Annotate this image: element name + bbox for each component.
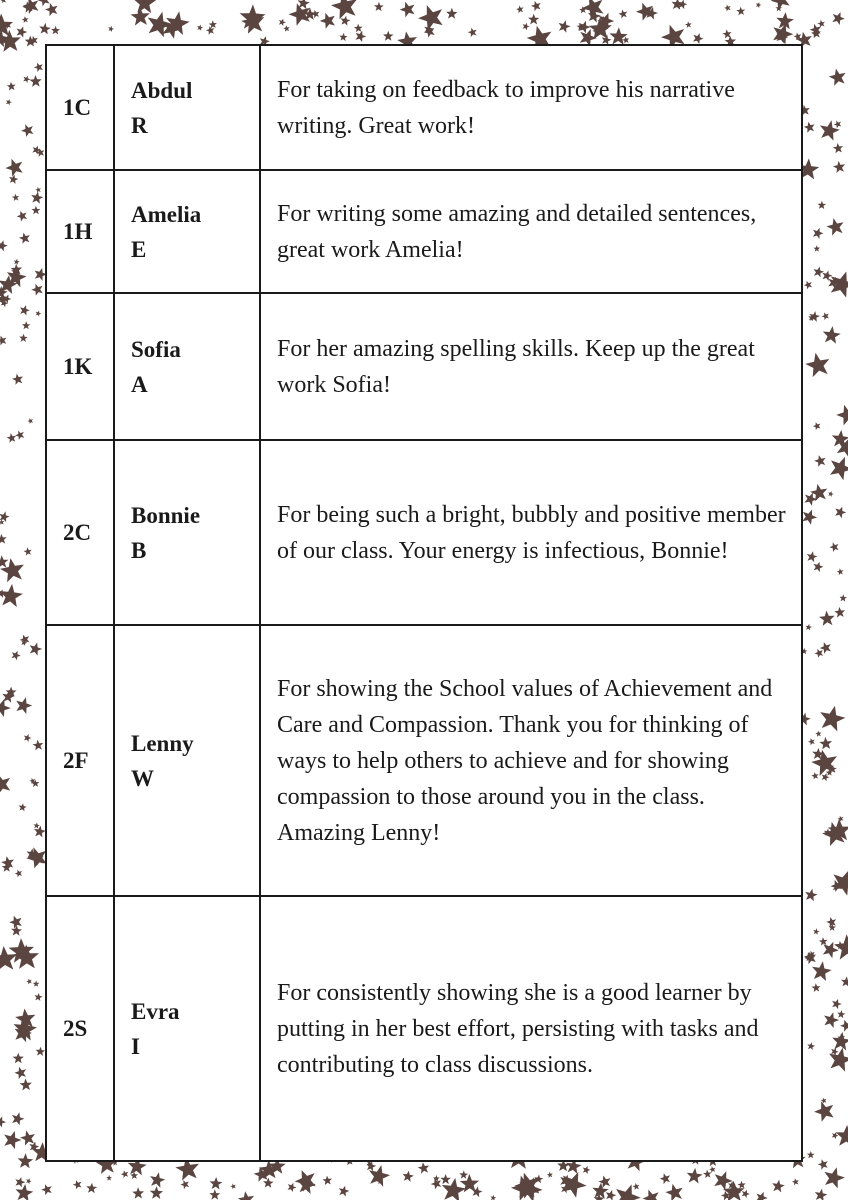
student-name-cell (114, 170, 260, 293)
star-icon (737, 1181, 745, 1189)
star-icon (5, 159, 22, 177)
star-icon (812, 961, 832, 981)
star-icon (606, 1190, 617, 1200)
star-icon (822, 312, 830, 320)
star-icon (665, 1184, 682, 1200)
star-icon (20, 1079, 32, 1091)
star-icon (468, 28, 477, 37)
star-icon (818, 1159, 828, 1170)
star-icon (7, 82, 16, 91)
star-icon (807, 1151, 815, 1158)
star-icon (829, 69, 846, 86)
star-icon (17, 26, 28, 37)
star-icon (0, 534, 7, 544)
star-icon (15, 870, 22, 878)
star-icon (709, 1166, 715, 1173)
star-icon (24, 734, 32, 742)
star-icon (515, 1173, 540, 1199)
star-icon (802, 510, 817, 525)
student-name-cell (114, 45, 260, 170)
star-icon (516, 6, 523, 14)
star-icon (41, 1184, 52, 1195)
star-icon (833, 161, 845, 173)
star-icon (792, 1178, 799, 1185)
star-icon (835, 507, 846, 519)
student-initial: A (131, 371, 148, 397)
star-icon (20, 305, 30, 315)
star-icon (812, 983, 821, 992)
star-icon (829, 1048, 848, 1072)
star-icon (703, 1170, 712, 1178)
student-name-cell (114, 896, 260, 1161)
star-icon (331, 0, 357, 19)
star-icon (28, 418, 34, 424)
star-icon (150, 1186, 163, 1199)
star-icon (0, 240, 8, 251)
star-icon (339, 33, 347, 41)
class-cell: 1H (46, 170, 114, 293)
star-icon (36, 1047, 46, 1056)
star-icon (826, 218, 843, 236)
star-icon (0, 555, 8, 568)
star-icon (320, 13, 335, 29)
star-icon (29, 75, 41, 87)
star-icon (38, 0, 50, 6)
table-row (46, 625, 802, 896)
star-icon (32, 206, 41, 214)
star-icon (685, 21, 692, 28)
student-name-cell (114, 625, 260, 896)
star-icon (824, 1167, 845, 1188)
star-icon (34, 63, 43, 72)
star-icon (17, 211, 27, 222)
star-icon (561, 1172, 586, 1198)
star-icon (15, 431, 24, 440)
star-icon (7, 433, 17, 443)
star-icon (418, 1162, 429, 1173)
star-icon (818, 201, 827, 209)
star-icon (22, 16, 29, 23)
student-initial: R (131, 112, 148, 138)
star-icon (26, 979, 32, 985)
star-icon (35, 187, 41, 193)
student-name-cell (114, 440, 260, 625)
star-icon (150, 1172, 165, 1187)
star-icon (687, 1168, 703, 1184)
star-icon (817, 20, 825, 28)
star-icon (722, 29, 731, 38)
class-cell: 1C (46, 45, 114, 170)
star-icon (815, 731, 821, 737)
star-icon (339, 1186, 350, 1197)
star-icon (814, 455, 825, 467)
star-icon (19, 334, 28, 342)
star-icon (0, 774, 10, 794)
star-icon (804, 952, 816, 964)
star-icon (22, 321, 30, 329)
star-icon (86, 1183, 97, 1194)
star-icon (230, 1184, 236, 1190)
star-icon (830, 457, 848, 480)
table-row (46, 45, 802, 170)
student-first-name: Sofia (131, 336, 181, 362)
star-icon (828, 491, 834, 497)
star-icon (736, 7, 745, 16)
star-icon (132, 1187, 144, 1199)
star-icon (832, 999, 842, 1009)
star-icon (814, 267, 825, 278)
star-icon (45, 3, 58, 16)
student-name-cell (114, 293, 260, 440)
class-cell: 2C (46, 440, 114, 625)
star-icon (9, 175, 18, 185)
table-row (46, 170, 802, 293)
table-row (46, 440, 802, 625)
star-icon (0, 1116, 6, 1127)
star-icon (288, 1183, 297, 1192)
star-icon (813, 562, 823, 572)
star-icon (16, 1184, 34, 1200)
star-icon (0, 699, 11, 717)
award-reason-cell: For showing the School values of Achievement and Care and Compassion. Thank you for thinking of ways to help others to achieve and for showing compassion to those around you in the class. Amazing Lenny! (260, 625, 802, 896)
star-icon (833, 143, 843, 153)
student-first-name: Amelia (131, 201, 202, 227)
star-icon (819, 937, 828, 946)
star-icon (807, 1042, 815, 1050)
class-cell: 2F (46, 625, 114, 896)
table-row (46, 896, 802, 1161)
star-icon (400, 2, 415, 18)
star-icon (804, 493, 817, 506)
star-icon (0, 0, 6, 3)
star-icon (808, 738, 815, 745)
star-icon (33, 740, 44, 751)
star-icon (34, 822, 40, 828)
star-icon (12, 1112, 25, 1125)
star-icon (811, 772, 818, 779)
star-icon (446, 8, 457, 19)
star-icon (806, 624, 813, 631)
star-icon (26, 847, 47, 868)
student-initial: E (131, 236, 147, 262)
star-icon (238, 1191, 254, 1200)
star-icon (826, 917, 836, 927)
star-icon (18, 1153, 34, 1168)
class-cell: 1K (46, 293, 114, 440)
star-icon (837, 1010, 845, 1018)
star-icon (16, 697, 32, 714)
student-first-name: Abdul (131, 77, 193, 103)
star-icon (491, 1195, 497, 1200)
star-icon (108, 26, 114, 32)
award-reason-cell: For writing some amazing and detailed sentences, great work Amelia! (260, 170, 802, 293)
star-icon (403, 1171, 414, 1182)
star-icon (440, 1174, 451, 1184)
star-icon (356, 31, 367, 42)
star-icon (813, 245, 820, 252)
star-icon (13, 1053, 24, 1064)
star-icon (15, 1067, 27, 1079)
star-icon (106, 1175, 112, 1181)
star-icon (804, 281, 812, 289)
star-icon (459, 1170, 468, 1178)
star-icon (383, 31, 394, 41)
star-icon (9, 916, 22, 929)
star-icon (354, 24, 363, 33)
student-initial: I (131, 1033, 140, 1059)
star-icon (724, 5, 731, 12)
star-icon (263, 1178, 274, 1188)
star-icon (820, 706, 845, 732)
star-icon (840, 594, 848, 601)
star-icon (559, 20, 571, 32)
star-icon (619, 10, 628, 19)
class-cell: 2S (46, 896, 114, 1161)
star-icon (15, 1177, 25, 1187)
star-icon (693, 33, 704, 44)
star-icon (279, 19, 286, 27)
star-icon (834, 607, 845, 618)
star-icon (841, 976, 848, 987)
star-icon (547, 1172, 553, 1178)
star-icon (31, 192, 43, 204)
star-icon (209, 1189, 220, 1199)
star-icon (283, 25, 290, 32)
student-initial: B (131, 537, 147, 563)
star-icon (12, 194, 19, 201)
star-icon (180, 1180, 189, 1189)
star-icon (418, 5, 443, 31)
star-icon (210, 1177, 223, 1190)
star-icon (834, 121, 842, 129)
student-initial: W (131, 765, 154, 791)
star-icon (836, 405, 848, 426)
star-icon (0, 336, 6, 346)
star-icon (819, 611, 835, 626)
star-icon (643, 1190, 660, 1200)
star-icon (341, 16, 351, 26)
table-row (46, 293, 802, 440)
star-icon (840, 1020, 848, 1032)
star-icon (583, 1166, 591, 1174)
star-icon (51, 26, 60, 35)
star-icon (832, 1032, 848, 1051)
star-icon (837, 568, 844, 575)
star-icon (805, 353, 829, 377)
star-icon (815, 649, 824, 658)
star-icon (12, 374, 23, 385)
star-icon (23, 76, 30, 83)
star-icon (592, 1183, 608, 1199)
student-first-name: Evra (131, 998, 180, 1024)
star-icon (31, 284, 43, 296)
star-icon (374, 2, 384, 11)
star-icon (772, 1180, 785, 1193)
awards-table (45, 44, 803, 1162)
star-icon (21, 124, 33, 137)
star-icon (206, 26, 215, 35)
star-icon (19, 803, 27, 811)
student-first-name: Lenny (131, 730, 194, 756)
star-icon (660, 1173, 670, 1184)
star-icon (24, 547, 32, 555)
star-icon (815, 1189, 828, 1200)
star-icon (26, 1178, 32, 1184)
star-icon (805, 889, 818, 902)
star-icon (14, 259, 20, 265)
star-icon (531, 1, 541, 11)
student-first-name: Bonnie (131, 502, 201, 528)
star-icon (134, 0, 157, 13)
star-icon (0, 30, 21, 52)
star-icon (823, 326, 841, 344)
star-icon (39, 23, 51, 35)
star-icon (813, 928, 819, 935)
star-icon (832, 12, 845, 25)
star-icon (433, 1175, 440, 1182)
star-icon (822, 271, 832, 281)
star-icon (814, 1101, 834, 1121)
star-icon (813, 228, 824, 239)
star-icon (19, 233, 30, 244)
star-icon (742, 1190, 750, 1198)
star-icon (34, 993, 42, 1001)
star-icon (4, 1131, 21, 1149)
star-icon (804, 122, 815, 133)
star-icon (148, 12, 173, 37)
star-icon (819, 737, 832, 750)
star-icon (756, 1192, 768, 1200)
star-icon (121, 1170, 129, 1178)
star-icon (30, 643, 43, 656)
star-icon (824, 1012, 839, 1028)
star-icon (0, 584, 23, 607)
star-icon (756, 2, 762, 8)
award-reason-cell: For consistently showing she is a good learner by putting in her best effort, persisting with tasks and contributing to class discussions. (260, 896, 802, 1161)
star-icon (20, 1130, 35, 1145)
star-icon (322, 1176, 332, 1185)
star-icon (36, 311, 42, 317)
star-icon (73, 1180, 82, 1189)
star-icon (12, 651, 21, 660)
star-icon (523, 23, 530, 31)
star-icon (11, 925, 22, 936)
star-icon (6, 99, 12, 105)
award-reason-cell: For her amazing spelling skills. Keep up the great work Sofia! (260, 293, 802, 440)
award-reason-cell: For taking on feedback to improve his narrative writing. Great work! (260, 45, 802, 170)
star-icon (807, 551, 818, 562)
star-icon (633, 1183, 640, 1190)
star-icon (528, 14, 539, 25)
star-icon (295, 1170, 316, 1192)
star-icon (33, 981, 40, 987)
award-reason-cell: For being such a bright, bubbly and positive member of our class. Your energy is infectious, Bonnie! (260, 440, 802, 625)
star-icon (813, 422, 821, 430)
star-icon (829, 542, 838, 552)
star-icon (197, 25, 203, 31)
